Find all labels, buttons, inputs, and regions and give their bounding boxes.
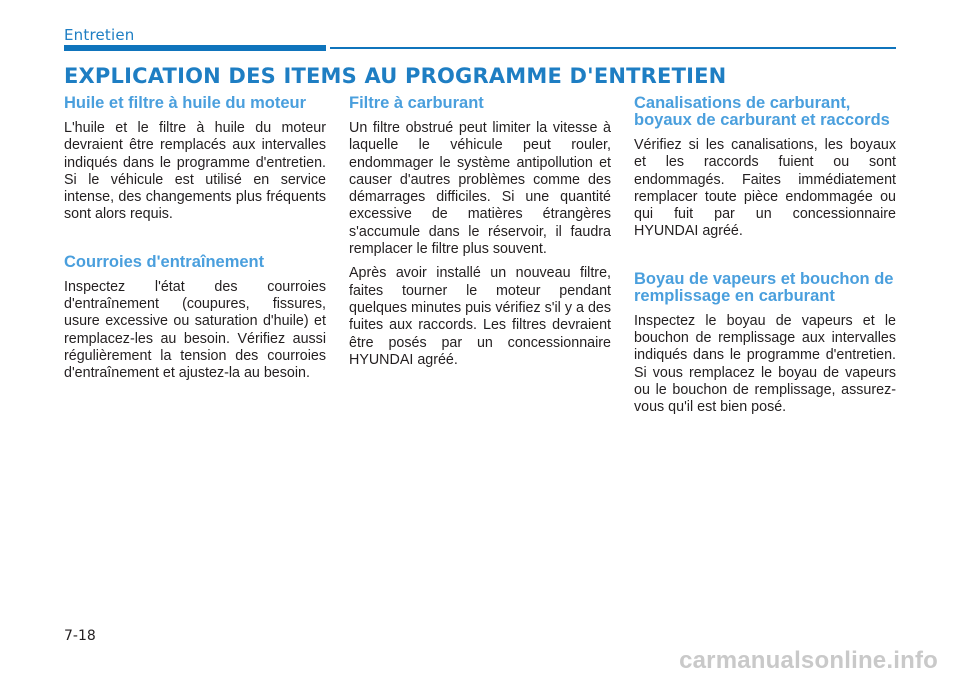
watermark-text: carmanualsonline.info <box>679 647 938 674</box>
column-1 <box>64 95 326 390</box>
column-3 <box>634 95 896 424</box>
paragraph-engine-oil: L'huile et le filtre à huile du moteur devraient être remplacés aux intervalles indiqués dans le programme d'entretien. Si le véhicule est utilisé en service intense, des changements plus fréquents sont alors requis. <box>64 120 326 223</box>
heading-vapor-hose: Boyau de vapeurs et bouchon de remplissage en carburant <box>634 269 894 305</box>
heading-fuel-filter: Filtre à carburant <box>349 94 484 112</box>
heading-drive-belts: Courroies d'entraînement <box>64 252 265 271</box>
paragraph-vapor-hose: Inspectez le boyau de vapeurs et le bouchon de remplissage aux intervalles indiqués dans le programme d'entretien. Si vous remplacez le boyau de vapeurs ou le bouchon de remplissage, assurez-vous qu'il est bien posé. <box>634 312 896 416</box>
header-rule-thin <box>330 47 896 49</box>
column-2 <box>349 95 611 376</box>
chapter-label: Entretien <box>64 26 135 44</box>
paragraph-fuel-filter-2: Après avoir installé un nouveau filtre, faites tourner le moteur pendant quelques minutes puis vérifiez s'il y a des fuites aux raccords. Les filtres devraient être posés par un concessionnaire HYUNDAI agréé. <box>349 265 611 368</box>
heading-fuel-lines: Canalisations de carburant, boyaux de carburant et raccords <box>634 94 890 129</box>
section-title: EXPLICATION DES ITEMS AU PROGRAMME D'ENTRETIEN <box>64 64 727 88</box>
header-rule-thick <box>64 45 326 51</box>
heading-engine-oil: Huile et filtre à huile du moteur <box>64 94 307 112</box>
page-number: 7-18 <box>64 628 96 644</box>
paragraph-fuel-filter-1: Un filtre obstrué peut limiter la vitesse à laquelle le véhicule peut rouler, endommager le système antipollution et causer d'autres problèmes comme des démarrages difficiles. Si une quantité excessive de matières étrangères s'accumule dans le réservoir, il faudra remplacer le filtre plus souvent. <box>349 120 611 258</box>
paragraph-fuel-lines: Vérifiez si les canalisations, les boyaux et les raccords fuient ou sont endommagés. Faites immédiatement remplacer toute pièce endommagée ou qui fuit par un concessionnaire HYUNDAI agréé. <box>634 137 896 240</box>
paragraph-drive-belts: Inspectez l'état des courroies d'entraînement (coupures, fissures, usure excessive ou saturation d'huile) et remplacez-les au besoin. Vérifiez aussi régulièrement la tension des courroies d'entraînement et ajustez-la au besoin. <box>64 278 326 382</box>
